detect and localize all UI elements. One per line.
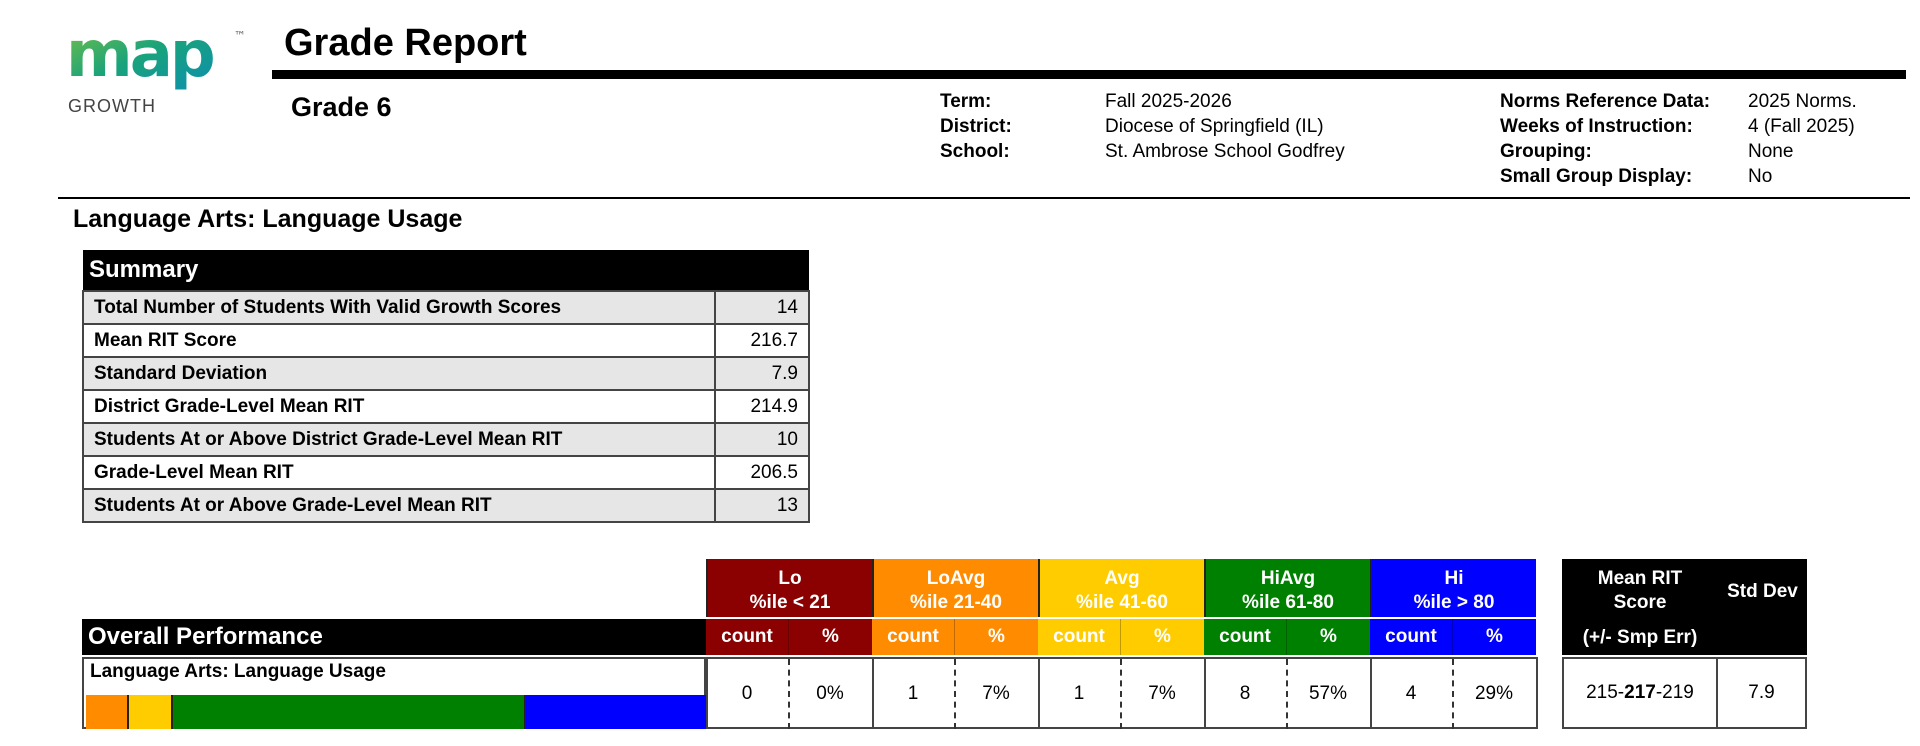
- summary-row-value: 216.7: [715, 324, 809, 357]
- count-subheader: count: [1038, 619, 1120, 655]
- count-subheader: count: [872, 619, 954, 655]
- summary-row-label: District Grade-Level Mean RIT: [83, 390, 715, 423]
- band-percent-avg: 7%: [1148, 683, 1176, 704]
- band-range: %ile 21-40: [910, 592, 1002, 613]
- section-title: Language Arts: Language Usage: [73, 205, 463, 233]
- band-divider: [1204, 659, 1206, 729]
- overall-performance: [82, 559, 1807, 731]
- band-header-hi: [1370, 559, 1536, 617]
- band-header-hiavg: [1204, 559, 1370, 617]
- percent-subheader: %: [788, 619, 872, 655]
- mean-rit-header: [1562, 559, 1718, 655]
- header-rule: [58, 197, 1910, 199]
- band-header-lo: [706, 559, 872, 617]
- small-group-value: No: [1748, 166, 1773, 187]
- mean-rit-subheader: (+/- Smp Err): [1582, 627, 1698, 648]
- overall-performance-title: Overall Performance: [82, 619, 706, 655]
- mean-rit-low: 215-: [1586, 682, 1625, 703]
- band-percent-hi: 29%: [1474, 683, 1514, 704]
- band-range: %ile 61-80: [1242, 592, 1334, 613]
- summary-row-value: 7.9: [715, 357, 809, 390]
- summary-row-value: 13: [715, 489, 809, 522]
- percent-subheader: %: [1286, 619, 1370, 655]
- band-count-lo: 0: [741, 683, 753, 704]
- band-percent-hiavg: 57%: [1308, 683, 1348, 704]
- band-count-hi: 4: [1405, 683, 1417, 704]
- distribution-bar: [86, 695, 706, 729]
- summary-table: [82, 250, 810, 523]
- band-name: Avg: [1104, 568, 1140, 589]
- district-label: District:: [940, 116, 1012, 137]
- term-value: Fall 2025-2026: [1105, 91, 1232, 112]
- summary-row: [83, 324, 809, 357]
- term-label: Term:: [940, 91, 992, 112]
- dashed-divider: [788, 659, 790, 729]
- logo-wordmark: map: [66, 26, 213, 92]
- band-header-avg: [1038, 559, 1204, 617]
- summary-row-value: 14: [715, 291, 809, 324]
- mean-rit-header-line1: Mean RIT: [1597, 568, 1683, 589]
- school-label: School:: [940, 141, 1010, 162]
- percent-subheader: %: [954, 619, 1038, 655]
- summary-row-value: 214.9: [715, 390, 809, 423]
- distribution-segment-avg: [129, 695, 172, 729]
- logo-trademark: ™: [234, 29, 246, 43]
- summary-row-label: Mean RIT Score: [83, 324, 715, 357]
- summary-row-label: Grade-Level Mean RIT: [83, 456, 715, 489]
- norms-value: 2025 Norms.: [1748, 91, 1857, 112]
- summary-title: Summary: [83, 250, 809, 291]
- dashed-divider: [954, 659, 956, 729]
- std-dev-header: Std Dev: [1718, 559, 1807, 655]
- count-subheader: count: [1204, 619, 1286, 655]
- meta-left-values: [1105, 89, 1345, 164]
- count-subheader: count: [1370, 619, 1452, 655]
- meta-left-labels: [940, 89, 1012, 164]
- band-name: Lo: [778, 568, 802, 589]
- summary-row: [83, 291, 809, 324]
- band-divider: [1370, 659, 1372, 729]
- summary-row-label: Students At or Above District Grade-Level Mean RIT: [83, 423, 715, 456]
- report-title: Grade Report: [284, 22, 527, 64]
- percent-subheader: %: [1452, 619, 1536, 655]
- grade-label: Grade 6: [291, 92, 392, 122]
- band-name: LoAvg: [926, 568, 986, 589]
- distribution-segment-hiavg: [173, 695, 526, 729]
- grouping-label: Grouping:: [1500, 141, 1592, 162]
- performance-row: [82, 657, 706, 729]
- mean-rit-high: -219: [1655, 682, 1694, 703]
- summary-row: [83, 489, 809, 522]
- std-dev-value: 7.9: [1716, 657, 1807, 729]
- summary-row-value: 10: [715, 423, 809, 456]
- dashed-divider: [1452, 659, 1454, 729]
- distribution-segment-loavg: [86, 695, 129, 729]
- band-name: Hi: [1444, 568, 1464, 589]
- band-percent-lo: 0%: [816, 683, 844, 704]
- mean-rit-header-line2: Score: [1613, 592, 1667, 613]
- band-percent-loavg: 7%: [982, 683, 1010, 704]
- small-group-label: Small Group Display:: [1500, 166, 1693, 187]
- band-range: %ile > 80: [1413, 592, 1495, 613]
- summary-row: [83, 423, 809, 456]
- band-header-loavg: [872, 559, 1038, 617]
- weeks-label: Weeks of Instruction:: [1500, 116, 1693, 137]
- band-range: %ile 41-60: [1076, 592, 1168, 613]
- count-subheader: count: [706, 619, 788, 655]
- mean-rit-value: [1562, 657, 1718, 729]
- summary-row: [83, 357, 809, 390]
- band-count-loavg: 1: [907, 683, 919, 704]
- weeks-value: 4 (Fall 2025): [1748, 116, 1855, 137]
- school-value: St. Ambrose School Godfrey: [1105, 141, 1345, 162]
- summary-row: [83, 456, 809, 489]
- band-count-avg: 1: [1073, 683, 1085, 704]
- summary-row: [83, 390, 809, 423]
- meta-right-labels: [1500, 89, 1710, 189]
- summary-row-label: Total Number of Students With Valid Growth Scores: [83, 291, 715, 324]
- distribution-segment-hi: [526, 695, 706, 729]
- title-rule: [272, 70, 1906, 79]
- meta-right-values: [1748, 89, 1857, 189]
- performance-row-label: Language Arts: Language Usage: [90, 661, 386, 682]
- percent-subheader: %: [1120, 619, 1204, 655]
- district-value: Diocese of Springfield (IL): [1105, 116, 1324, 137]
- band-divider: [1038, 659, 1040, 729]
- dashed-divider: [1286, 659, 1288, 729]
- grouping-value: None: [1748, 141, 1794, 162]
- summary-row-label: Standard Deviation: [83, 357, 715, 390]
- summary-row-label: Students At or Above Grade-Level Mean RIT: [83, 489, 715, 522]
- band-range: %ile < 21: [749, 592, 831, 613]
- map-growth-logo: [66, 26, 266, 126]
- summary-row-value: 206.5: [715, 456, 809, 489]
- band-divider: [872, 659, 874, 729]
- mean-rit-mid: 217: [1624, 682, 1656, 703]
- norms-label: Norms Reference Data:: [1500, 91, 1711, 112]
- band-count-hiavg: 8: [1239, 683, 1251, 704]
- band-name: HiAvg: [1260, 568, 1316, 589]
- dashed-divider: [1120, 659, 1122, 729]
- logo-subtitle: GROWTH: [68, 96, 156, 116]
